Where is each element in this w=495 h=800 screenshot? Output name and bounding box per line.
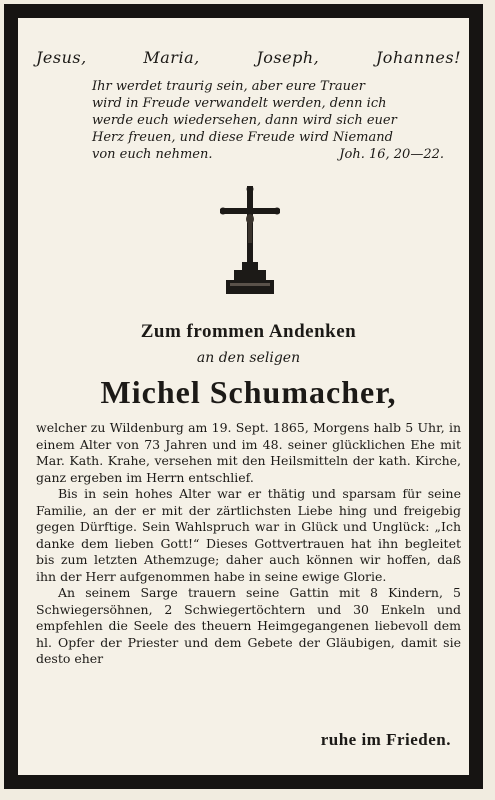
crucifix-icon — [220, 186, 280, 301]
invocation-word: Maria, — [143, 48, 200, 67]
invocation-word: Johannes! — [375, 48, 461, 67]
closing-phrase: ruhe im Frieden. — [320, 730, 451, 749]
verse-line: von euch nehmen. — [92, 147, 213, 162]
biography-paragraph: An seinem Sarge trauern seine Gattin mit 8 Kindern, 5 Schwiegersöhnen, 2 Schwiegertöchtern und 30 Enkeln und empfehlen die Seele des theuern Heimgegangenen liebevoll dem hl. Opfer der Priester und dem Gebete der Gläubigen, damit sie desto eher — [36, 585, 461, 666]
invocation — [36, 48, 461, 67]
biography-text — [36, 420, 461, 668]
card-content — [36, 38, 461, 758]
biography-paragraph: welcher zu Wildenburg am 19. Sept. 1865, Morgens halb 5 Uhr, in einem Alter von 73 Jahren und im 48. seiner glücklichen Ehe mit Mar. Kath. Krahe, versehen mit den Heilsmitteln der kath. Kirche, ganz ergeben im Herrn entschlief. — [36, 420, 461, 485]
bible-verse — [92, 78, 462, 163]
memorial-heading: Zum frommen Andenken — [140, 321, 357, 342]
memorial-subheading: an den seligen — [196, 350, 301, 366]
verse-reference: Joh. 16, 20—22. — [339, 147, 444, 162]
biography-paragraph: Bis in sein hohes Alter war er thätig und sparsam für seine Familie, an der er mit der zärtlichsten Liebe hing und freigebig gegen Dürftige. Sein Wahlspruch war in Glück und Unglück: „Ich danke dem lieben Gott!“ Dieses Gottvertrauen hat ihn begleitet bis zum letzten Athemzuge; daher auch können wir hoffen, daß ihn der Herr aufgenommen habe in seine ewige Glorie. — [36, 486, 461, 584]
verse-line: wird in Freude verwandelt werden, denn ich — [92, 96, 387, 111]
invocation-word: Joseph, — [256, 48, 320, 67]
verse-line: werde euch wiedersehen, dann wird sich euer — [92, 113, 397, 128]
verse-line: Herz freuen, und diese Freude wird Niemand — [92, 130, 393, 145]
invocation-word: Jesus, — [36, 48, 87, 67]
verse-line: Ihr werdet traurig sein, aber eure Trauer — [92, 79, 365, 94]
deceased-name: Michel Schumacher, — [100, 374, 397, 410]
